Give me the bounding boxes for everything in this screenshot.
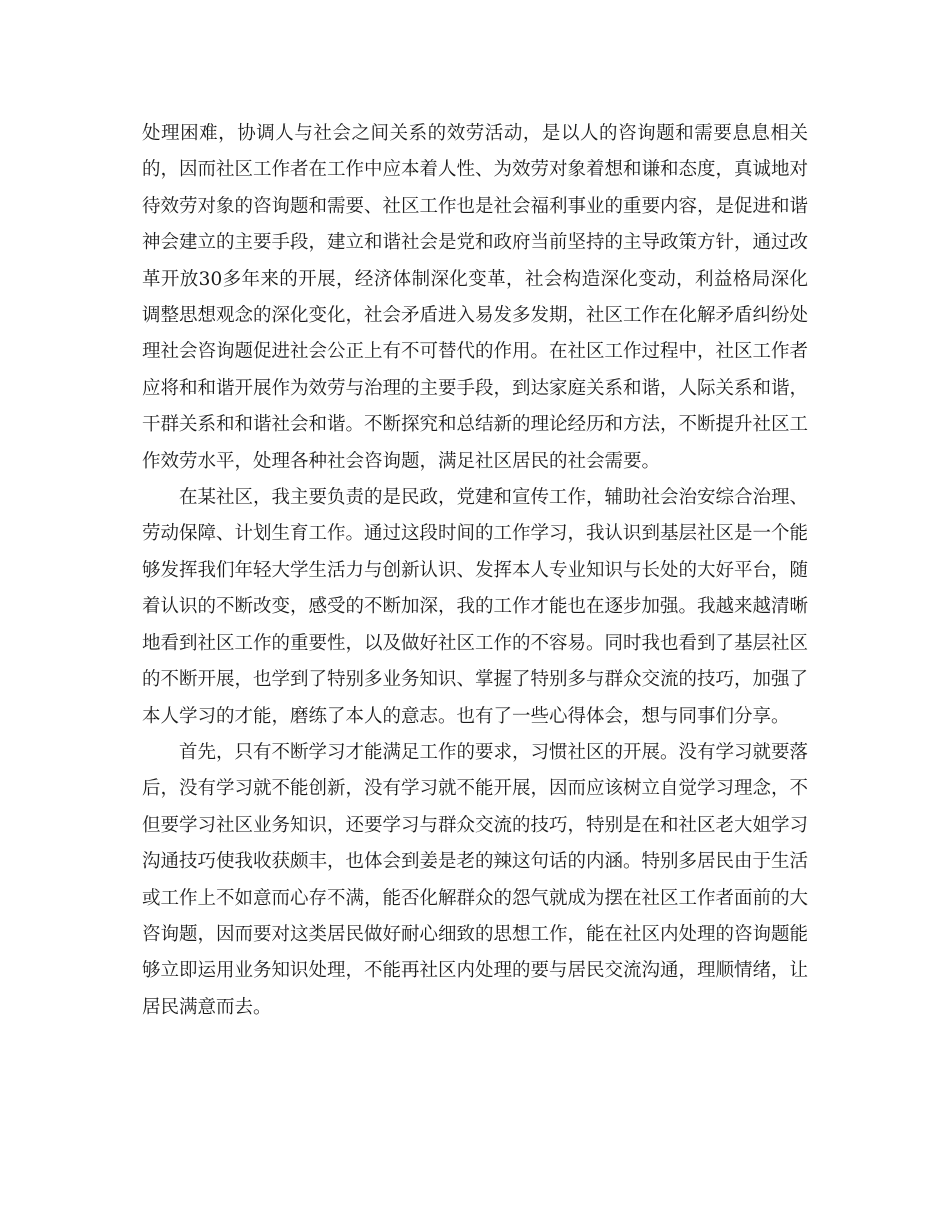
paragraph-1: 处理困难，协调人与社会之间关系的效劳活动，是以人的咨询题和需要息息相关的，因而社区工作者在工作中应本着人性、为效劳对象着想和谦和态度，真诚地对待效劳对象的咨询题和需要、社区工作也是社会福利事业的重要内容，是促进和谐神会建立的主要手段，建立和谐社会是党和政府当前坚持的主导政策方针，通过改革开放30多年来的开展，经济体制深化变革，社会构造深化变动，利益格局深化调整思想观念的深化变化，社会矛盾进入易发多发期，社区工作在化解矛盾纠纷处理社会咨询题促进社会公正上有不可替代的作用。在社区工作过程中，社区工作者应将和和谐开展作为效劳与治理的主要手段，到达家庭关系和谐，人际关系和谐，干群关系和和谐社会和谐。不断探究和总结新的理论经历和方法，不断提升社区工作效劳水平，处理各种社会咨询题，满足社区居民的社会需要。 <box>142 123 809 472</box>
document-body <box>142 116 808 1026</box>
paragraph-3: 首先，只有不断学习才能满足工作的要求，习惯社区的开展。没有学习就要落后，没有学习就不能创新，没有学习就不能开展，因而应该树立自觉学习理念，不但要学习社区业务知识，还要学习与群众交流的技巧，特别是在和社区老大姐学习沟通技巧使我收获颇丰，也体会到姜是老的辣这句话的内涵。特别多居民由于生活或工作上不如意而心存不满，能否化解群众的怨气就成为摆在社区工作者面前的大咨询题，因而要对这类居民做好耐心细致的思想工作，能在社区内处理的咨询题能够立即运用业务知识处理，不能再社区内处理的要与居民交流沟通，理顺情绪，让居民满意而去。 <box>142 741 809 1018</box>
paragraph-2: 在某社区，我主要负责的是民政，党建和宣传工作，辅助社会治安综合治理、劳动保障、计划生育工作。通过这段时间的工作学习，我认识到基层社区是一个能够发挥我们年轻大学生活力与创新认识、发挥本人专业知识与长处的大好平台，随着认识的不断改变，感受的不断加深，我的工作才能也在逐步加强。我越来越清晰地看到社区工作的重要性，以及做好社区工作的不容易。同时我也看到了基层社区的不断开展，也学到了特别多业务知识、掌握了特别多与群众交流的技巧，加强了本人学习的才能，磨练了本人的意志。也有了一些心得体会，想与同事们分享。 <box>142 487 809 727</box>
